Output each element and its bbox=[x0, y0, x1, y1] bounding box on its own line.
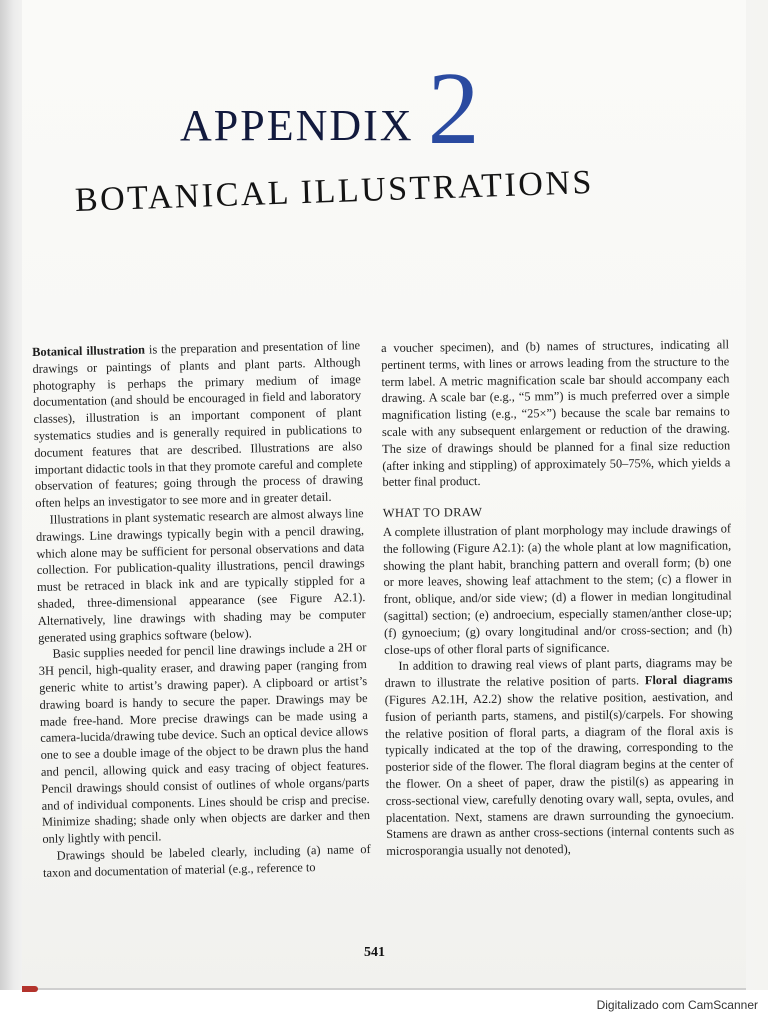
right-text-column bbox=[381, 336, 734, 860]
section-heading-what-to-draw: WHAT TO DRAW bbox=[382, 505, 483, 521]
chapter-heading bbox=[180, 51, 480, 166]
page-edge-line bbox=[24, 988, 746, 990]
paragraph-voucher: a voucher specimen), and (b) names of structures, indicating all pertinent terms, with lines or arrows leading from the structure to the term label. A metric magnification scale bar should accompany each drawing. A scale bar (e.g., “5 mm”) is much preferred over a simple magnification listing (e.g., “25×”) because the scale bar remains to scale with any subsequent enlargement or reduction of the drawing. The size of drawings should be planned for a final size reduction (after inking and stippling) of approximately 50–75%, which yields a better final product. bbox=[381, 337, 731, 490]
term-botanical-illustration: Botanical illustration bbox=[32, 342, 146, 359]
term-floral-diagrams: Floral diagrams bbox=[644, 672, 733, 688]
floral-diagrams-text: (Figures A2.1H, A2.2) show the relative position, aestivation, and fusion of perianth parts, stamens, and pistil(s)/carpels. For showing the relative position of floral parts, a diagram of the floral axis is typically indicated at the top of the drawing, corresponding to the posterior side of the flower. The floral diagram begins at the center of the flower. On a sheet of paper, draw the pistil(s) as appearing in cross-sectional view, carefully denoting ovary wall, septa, ovules, and placentation. Next, stamens are drawn surrounding the gynoecium. Stamens are drawn as anther cross-sections (internal contents such as microsporangia usually not denoted), bbox=[384, 689, 735, 859]
paragraph-floral-diagrams bbox=[384, 655, 734, 860]
page-number: 541 bbox=[364, 945, 385, 960]
paragraph-labeling: Drawings should be labeled clearly, including (a) name of taxon and documentation of material (e.g., reference to bbox=[42, 841, 371, 880]
left-text-column bbox=[32, 337, 371, 881]
appendix-word: APPENDIX bbox=[180, 100, 414, 150]
red-edge-mark bbox=[22, 986, 38, 992]
appendix-number: 2 bbox=[427, 51, 480, 166]
paragraph-what-to-draw: A complete illustration of plant morphology may include drawings of the following (Figure A2.1): (a) the whole plant at low magnification, showing the plant habit, branching pattern and overall form; (b) one or more leaves, showing leaf attachment to the stem; (c) a flower in front, oblique, and/or side view; (d) a flower in median longitudinal (sagittal) section; (e) androecium, especially stamen/anther close-up; (f) gynoecium; (g) ovary longitudinal and/or cross-section; and (h) close-ups of other floral parts of significance. bbox=[382, 521, 733, 657]
floral-diagrams-intro: In addition to drawing real views of plant parts, diagrams may be drawn to illustrate the relative position of parts. bbox=[384, 655, 733, 691]
paragraph-supplies: Basic supplies needed for pencil line drawings include a 2H or 3H pencil, high-quality eraser, and drawing paper (ranging from generic white to artist’s drawing paper). A clipboard or artist’s drawing board is handy to secure the paper. Drawings may be made free-hand. More precise drawings can be made using a camera-lucida/drawing tube device. Such an optical device allows one to see a double image of the object to be drawn plus the hand and pencil, allowing quick and easy tracing of object features. Pencil drawings should consist of outlines of whole organs/parts and of individual components. Lines should be crisp and precise. Minimize shading; shade only when objects are darker and then only lightly with pencil. bbox=[38, 640, 371, 846]
chapter-title: BOTANICAL ILLUSTRATIONS bbox=[74, 163, 595, 219]
paragraph-line-drawings: Illustrations in plant systematic research are almost always line drawings. Line drawings typically begin with a pencil drawing, which alone may be sufficient for personal observations and data collection. For publication-quality illustrations, pencil drawings must be retraced in black ink and are typically stippled for a shaded, three-dimensional appearance (see Figure A2.1). Alternatively, line drawings with shading may be computer generated using graphics software (below). bbox=[35, 506, 366, 645]
scanner-watermark: Digitalizado com CamScanner bbox=[596, 998, 758, 1012]
paragraph-intro-text: is the preparation and presentation of line drawings or paintings of plants and plant parts. Although photography is perhaps the primary medium of image documentation (and should be encouraged in field and laboratory classes), illustration is an important component of plant systematics studies and is generally required in publications to document features that are described. Illustrations are also important didactic tools in that they promote careful and complete observation of features; going through the process of drawing often helps an investigator to see more and in greater detail. bbox=[32, 338, 364, 511]
paragraph-intro bbox=[32, 337, 363, 512]
